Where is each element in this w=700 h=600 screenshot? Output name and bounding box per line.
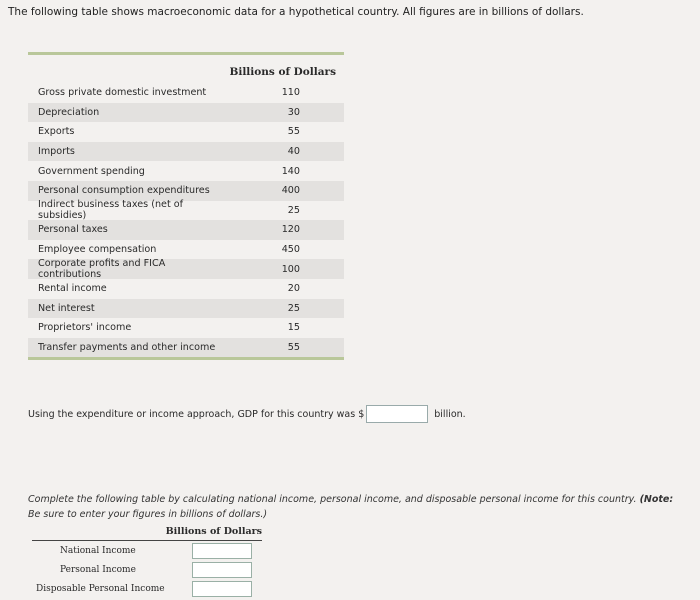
row-value: 110 [281,87,300,99]
answer-input[interactable] [192,562,252,578]
row-label: Employee compensation [38,244,157,256]
note-label: (Note: [639,494,674,505]
row-value: 120 [281,224,300,236]
gdp-question-text: Using the expenditure or income approach, GDP for this country was $ [28,408,365,420]
table-row [28,318,344,338]
row-label: Imports [38,146,75,158]
row-value: 15 [287,322,300,334]
table-header [28,55,344,83]
table-row [28,299,344,319]
row-label: Personal taxes [38,224,108,236]
row-value: 25 [287,302,300,314]
row-value: 30 [287,106,300,118]
row-label: Indirect business taxes (net of subsidies) [38,199,184,222]
row-value: 100 [281,263,300,275]
row-label: Proprietors' income [38,322,132,334]
column-header: Billions of Dollars [229,66,336,78]
table-row [28,259,344,279]
table-row [28,83,344,103]
row-value: 25 [287,204,300,216]
answer-input[interactable] [192,543,252,559]
table-row [28,240,344,260]
table-row [28,181,344,201]
income-answer-table [32,526,262,598]
row-value: 20 [287,283,300,295]
row-label: Gross private domestic investment [38,87,207,99]
answer-row-label: Personal Income [60,564,136,575]
row-label: Corporate profits and FICA contributions [38,258,166,281]
answer-row-label: Disposable Personal Income [36,583,165,594]
row-value: 400 [281,185,300,197]
gdp-answer-input[interactable] [366,405,428,423]
table-row [28,161,344,181]
table-row [28,220,344,240]
table-row [28,103,344,123]
answer-row [32,560,262,579]
answer-row [32,579,262,598]
answer-column-header: Billions of Dollars [165,526,262,537]
gdp-unit-label: billion. [434,408,466,420]
row-label: Depreciation [38,106,100,118]
macro-data-table [28,52,344,360]
gdp-question [28,405,466,423]
row-label: Rental income [38,283,107,295]
row-label: Exports [38,126,75,138]
row-value: 40 [287,146,300,158]
answer-row-label: National Income [60,545,136,556]
table-row [28,279,344,299]
income-instructions [28,492,688,522]
row-value: 450 [281,244,300,256]
instructions-text: Complete the following table by calculating national income, personal income, and disposable personal income for this country. [28,494,637,505]
row-value: 55 [287,126,300,138]
row-label: Net interest [38,302,95,314]
table-row [28,142,344,162]
row-value: 140 [281,165,300,177]
note-text: Be sure to enter your figures in billions of dollars.) [28,509,268,520]
table-row [28,338,344,358]
answer-table-header [32,526,262,541]
row-value: 55 [287,342,300,354]
row-label: Transfer payments and other income [38,342,216,354]
table-row [28,201,344,221]
intro-text: The following table shows macroeconomic data for a hypothetical country. All figures are in billions of dollars. [8,6,584,18]
answer-input[interactable] [192,581,252,597]
table-row [28,122,344,142]
row-label: Personal consumption expenditures [38,185,210,197]
row-label: Government spending [38,165,145,177]
answer-row [32,541,262,560]
